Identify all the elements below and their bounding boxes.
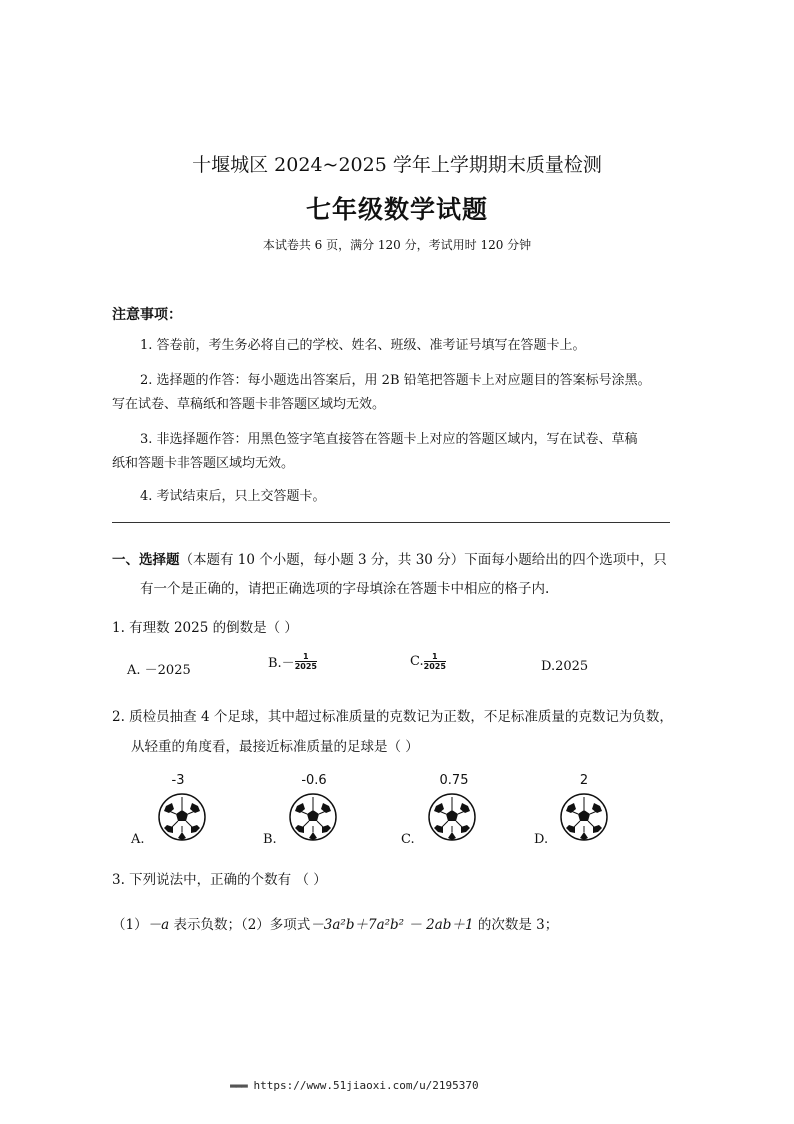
q1-option-c (410, 652, 446, 671)
statement-2-text: 的次数是 3； (473, 917, 559, 933)
football-c-icon (427, 792, 477, 842)
statement-1-text: 表示负数； (169, 917, 241, 933)
section-label: 一、选择题 (112, 552, 180, 568)
q1-option-c-label: C. (410, 654, 424, 669)
q1-option-b-label: B.－ (268, 656, 295, 671)
statement-1-label: （1） (112, 917, 148, 933)
notice-item-2: 2. 选择题的作答：每小题选出答案后，用 2B 铅笔把答题卡上对应题目的答案标号涂黑。 (140, 373, 651, 388)
exam-title: 十堰城区 2024~2025 学年上学期期末质量检测 (192, 154, 602, 176)
ball-d-value: 2 (579, 773, 589, 788)
fraction-denominator: 2025 (423, 662, 446, 671)
footer (230, 1079, 479, 1092)
exam-info: 本试卷共 6 页，满分 120 分，考试用时 120 分钟 (262, 238, 532, 252)
question-2-stem-line2: 从轻重的角度看，最接近标准质量的足球是（ ） (131, 739, 419, 755)
ball-a-letter: A. (131, 832, 145, 847)
question-3-stem: 3. 下列说法中，正确的个数有 （ ） (112, 872, 327, 888)
ball-c-value: 0.75 (439, 773, 469, 788)
q1-option-d: D.2025 (541, 659, 589, 674)
statement-1-symbol: －a (147, 917, 170, 933)
q1-option-b-fraction (295, 652, 317, 671)
question-3-statements (112, 913, 558, 933)
ball-b-value: -0.6 (301, 773, 327, 788)
football-a-icon (157, 792, 207, 842)
notice-item-2-cont: 写在试卷、草稿纸和答题卡非答题区域均无效。 (112, 397, 386, 412)
question-1-stem: 1. 有理数 2025 的倒数是（ ） (112, 620, 298, 636)
footer-url[interactable]: https://www.51jiaoxi.com/u/2195370 (253, 1079, 479, 1092)
section-desc-cont: 有一个是正确的，请把正确选项的字母填涂在答题卡中相应的格子内. (140, 581, 550, 597)
question-2-stem-line1: 2. 质检员抽查 4 个足球，其中超过标准质量的克数记为正数，不足标准质量的克数记为负数， (112, 709, 673, 725)
notice-item-1: 1. 答卷前，考生务必将自己的学校、姓名、班级、准考证号填写在答题卡上。 (140, 338, 586, 353)
exam-subject-title: 七年级数学试题 (305, 195, 488, 224)
statement-2-label: （2）多项式 (240, 917, 311, 933)
section-heading (112, 548, 667, 568)
notice-item-3: 3. 非选择题作答：用黑色签字笔直接答在答题卡上对应的答题区域内，写在试卷、草稿 (140, 432, 638, 447)
divider (112, 522, 670, 523)
ball-d-letter: D. (534, 832, 549, 847)
notice-item-3-cont: 纸和答题卡非答题区域均无效。 (112, 456, 295, 471)
notice-heading: 注意事项： (112, 307, 182, 323)
q1-option-b (268, 652, 317, 671)
fraction-numerator: 1 (424, 652, 446, 662)
ball-c-letter: C. (401, 832, 415, 847)
ball-b-letter: B. (263, 832, 277, 847)
ball-a-value: -3 (171, 773, 185, 788)
section-desc: （本题有 10 个小题，每小题 3 分，共 30 分）下面每小题给出的四个选项中，只 (179, 552, 667, 568)
statement-2-expression: －3a²b＋7a²b² － 2ab＋1 (310, 917, 474, 933)
fraction-numerator: 1 (295, 652, 317, 662)
footer-logo-icon: ▬▬▬ (230, 1079, 247, 1092)
notice-item-4: 4. 考试结束后，只上交答题卡。 (140, 489, 326, 504)
football-d-icon (559, 792, 609, 842)
q1-option-c-fraction (424, 652, 446, 671)
fraction-denominator: 2025 (294, 662, 317, 671)
football-b-icon (288, 792, 338, 842)
q1-option-a: A. －2025 (127, 663, 191, 678)
